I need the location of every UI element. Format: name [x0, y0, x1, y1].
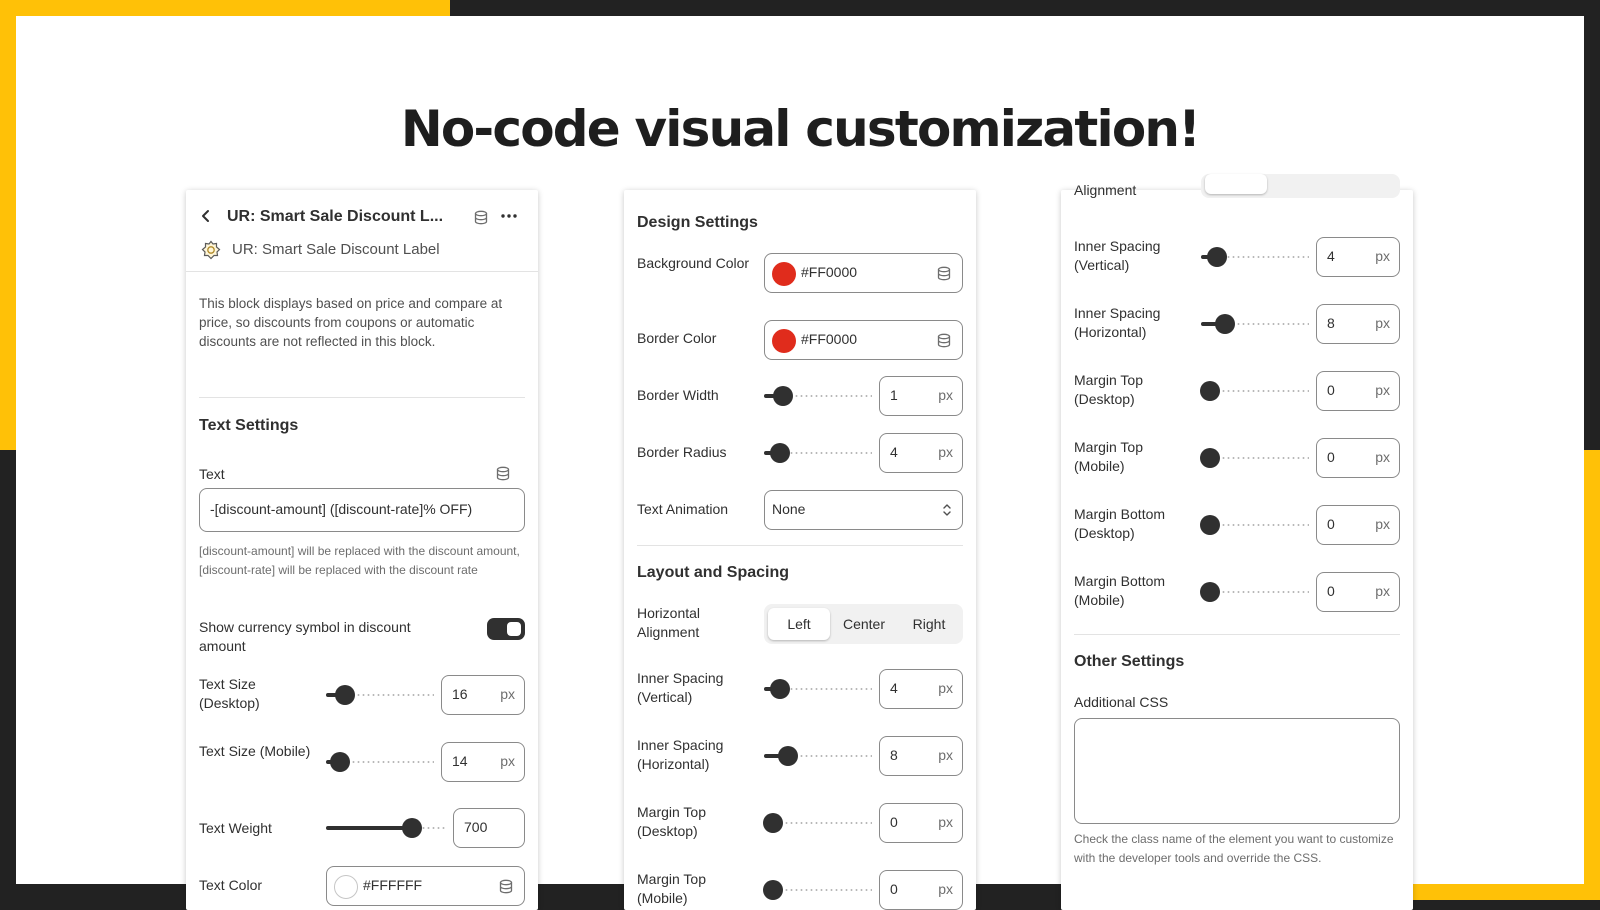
field-value: 0 [1327, 382, 1335, 398]
field-unit: px [938, 680, 953, 696]
text-size-desktop-label: Text Size (Desktop) [199, 676, 260, 711]
text-size-mobile-label: Text Size (Mobile) [199, 743, 311, 759]
margin-top-desktop-label: Margin Top (Desktop) [637, 804, 707, 839]
inner-spacing-vertical-label: Inner Spacing (Vertical) [1074, 238, 1161, 273]
field-value: 1 [890, 387, 898, 403]
field-unit: px [1375, 516, 1390, 532]
dynamic-source-icon[interactable] [496, 466, 510, 481]
border-color-input[interactable] [764, 320, 963, 360]
section-heading-layout-spacing: Layout and Spacing [637, 564, 790, 581]
margin-top-desktop-slider[interactable] [764, 813, 872, 833]
border-radius-input[interactable] [879, 433, 963, 473]
field-unit: px [938, 881, 953, 897]
slider-thumb[interactable] [770, 679, 790, 699]
app-block-icon [201, 240, 221, 263]
additional-css-help: Check the class name of the element you want to customize with the developer tools and override the CSS. [1074, 832, 1394, 865]
field-unit: px [500, 753, 515, 769]
divider [637, 545, 963, 546]
slider-thumb[interactable] [1200, 448, 1220, 468]
margin-top-mobile-input[interactable] [1316, 438, 1400, 478]
text-color-label: Text Color [199, 877, 263, 893]
field-value: 4 [890, 444, 898, 460]
dynamic-source-icon[interactable] [474, 210, 488, 225]
border-width-label: Border Width [637, 387, 719, 403]
slider-thumb[interactable] [763, 880, 783, 900]
text-help: [discount-amount] will be replaced with the discount amount, [discount-rate] will be replaced with the discount rate [199, 544, 520, 577]
inner-spacing-vertical-slider[interactable] [764, 679, 872, 699]
field-unit: px [938, 444, 953, 460]
text-weight-slider[interactable] [326, 818, 446, 838]
field-unit: px [1375, 315, 1390, 331]
more-options-icon[interactable] [500, 209, 518, 226]
slider-thumb[interactable] [773, 386, 793, 406]
inner-spacing-vertical-input[interactable] [879, 669, 963, 709]
inner-spacing-horizontal-label: Inner Spacing (Horizontal) [1074, 305, 1161, 340]
text-weight-input[interactable] [453, 808, 525, 848]
toggle-knob [507, 622, 521, 636]
section-heading-other-settings: Other Settings [1074, 653, 1185, 670]
field-unit: px [1375, 382, 1390, 398]
margin-top-desktop-input[interactable] [879, 803, 963, 843]
spacing-settings-panel [1061, 182, 1413, 910]
text-color-input[interactable] [326, 866, 525, 906]
field-value: 8 [890, 747, 898, 763]
dynamic-source-icon[interactable] [499, 879, 513, 894]
text-animation-label: Text Animation [637, 501, 729, 517]
clipped-segment-selected[interactable] [1205, 174, 1267, 194]
align-center-option[interactable]: Center [842, 616, 886, 632]
field-value: 0 [1327, 583, 1335, 599]
field-value: 0 [1327, 449, 1335, 465]
background-color-label: Background Color [637, 255, 750, 271]
field-unit: px [1375, 583, 1390, 599]
border-radius-slider[interactable] [764, 443, 872, 463]
slider-thumb[interactable] [763, 813, 783, 833]
field-value: 8 [1327, 315, 1335, 331]
slide-canvas [16, 16, 1584, 906]
field-value: 14 [452, 753, 468, 769]
slider-thumb[interactable] [778, 746, 798, 766]
color-swatch[interactable] [772, 262, 796, 286]
horizontal-alignment-segmented [764, 604, 963, 644]
color-swatch[interactable] [334, 875, 358, 899]
text-weight-label: Text Weight [199, 820, 272, 836]
margin-bottom-mobile-label: Margin Bottom (Mobile) [1074, 573, 1166, 608]
field-unit: px [1375, 449, 1390, 465]
slider-thumb[interactable] [770, 443, 790, 463]
field-value: #FF0000 [801, 331, 858, 347]
text-animation-select[interactable] [764, 490, 963, 530]
divider [1074, 634, 1400, 635]
additional-css-label: Additional CSS [1074, 694, 1169, 710]
align-left-option[interactable]: Left [768, 608, 830, 640]
block-title: UR: Smart Sale Discount L... [227, 208, 444, 225]
text-size-desktop-slider[interactable] [326, 685, 434, 705]
border-radius-label: Border Radius [637, 444, 727, 460]
block-settings-panel [186, 190, 538, 910]
margin-top-mobile-label: Margin Top (Mobile) [1074, 439, 1144, 474]
additional-css-textarea[interactable] [1074, 718, 1400, 824]
clipped-segmented-control [1201, 174, 1400, 198]
margin-top-mobile-slider[interactable] [1201, 448, 1309, 468]
margin-top-mobile-label: Margin Top (Mobile) [637, 871, 707, 906]
align-right-option[interactable]: Right [912, 616, 946, 632]
text-size-desktop-input[interactable] [441, 675, 525, 715]
background-color-input[interactable] [764, 253, 963, 293]
slider-thumb[interactable] [1200, 381, 1220, 401]
field-unit: px [1375, 248, 1390, 264]
clipped-alignment-label: Alignment [1074, 182, 1137, 198]
dynamic-source-icon[interactable] [937, 333, 951, 348]
text-size-mobile-input[interactable] [441, 742, 525, 782]
field-value: 16 [452, 686, 468, 702]
field-value: 700 [464, 819, 488, 835]
margin-bottom-mobile-input[interactable] [1316, 572, 1400, 612]
margin-bottom-desktop-input[interactable] [1316, 505, 1400, 545]
inner-spacing-horizontal-input[interactable] [879, 736, 963, 776]
text-input-value: -[discount-amount] ([discount-rate]% OFF) [210, 501, 473, 517]
field-value: #FFFFFF [363, 877, 423, 893]
text-size-mobile-slider[interactable] [326, 752, 434, 772]
border-width-slider[interactable] [764, 386, 872, 406]
field-value: 0 [1327, 516, 1335, 532]
design-settings-panel [624, 190, 976, 910]
field-unit: px [938, 814, 953, 830]
back-icon[interactable] [200, 209, 212, 226]
slider-thumb[interactable] [330, 752, 350, 772]
slider-thumb[interactable] [335, 685, 355, 705]
inner-spacing-vertical-label: Inner Spacing (Vertical) [637, 670, 724, 705]
inner-spacing-horizontal-label: Inner Spacing (Horizontal) [637, 737, 724, 772]
inner-spacing-horizontal-input[interactable] [1316, 304, 1400, 344]
field-unit: px [938, 387, 953, 403]
section-heading-text-settings: Text Settings [199, 417, 299, 434]
field-unit: px [938, 747, 953, 763]
dynamic-source-icon[interactable] [937, 266, 951, 281]
currency-symbol-toggle[interactable] [487, 618, 525, 640]
field-value: 0 [890, 881, 898, 897]
slider-thumb[interactable] [1200, 515, 1220, 535]
inner-spacing-vertical-slider[interactable] [1201, 247, 1309, 267]
margin-top-mobile-slider[interactable] [764, 880, 872, 900]
select-chevron-icon [942, 502, 952, 521]
slider-thumb[interactable] [1215, 314, 1235, 334]
currency-symbol-label: Show currency symbol in discount amount [199, 619, 411, 654]
select-value: None [772, 501, 806, 517]
slider-thumb[interactable] [1207, 247, 1227, 267]
color-swatch[interactable] [772, 329, 796, 353]
divider [186, 271, 538, 272]
margin-bottom-mobile-slider[interactable] [1201, 582, 1309, 602]
field-value: 0 [890, 814, 898, 830]
slider-thumb[interactable] [402, 818, 422, 838]
margin-top-desktop-slider[interactable] [1201, 381, 1309, 401]
margin-top-desktop-input[interactable] [1316, 371, 1400, 411]
slider-thumb[interactable] [1200, 582, 1220, 602]
inner-spacing-horizontal-slider[interactable] [1201, 314, 1309, 334]
horizontal-alignment-label: Horizontal Alignment [637, 605, 701, 640]
border-width-input[interactable] [879, 376, 963, 416]
headline: No-code visual customization! [400, 100, 1200, 158]
margin-top-mobile-input[interactable] [879, 870, 963, 910]
block-description: This block displays based on price and compare at price, so discounts from coupons or automatic discounts are not reflected in this block. [199, 296, 503, 349]
margin-bottom-desktop-slider[interactable] [1201, 515, 1309, 535]
inner-spacing-horizontal-slider[interactable] [764, 746, 872, 766]
border-color-label: Border Color [637, 330, 717, 346]
text-field-label: Text [199, 466, 225, 482]
field-value: 4 [890, 680, 898, 696]
field-value: 4 [1327, 248, 1335, 264]
margin-top-desktop-label: Margin Top (Desktop) [1074, 372, 1144, 407]
divider [199, 397, 525, 398]
block-subtitle: UR: Smart Sale Discount Label [232, 241, 440, 258]
margin-bottom-desktop-label: Margin Bottom (Desktop) [1074, 506, 1166, 541]
section-heading-design-settings: Design Settings [637, 214, 758, 231]
text-input[interactable] [199, 488, 525, 532]
field-unit: px [500, 686, 515, 702]
field-value: #FF0000 [801, 264, 858, 280]
inner-spacing-vertical-input[interactable] [1316, 237, 1400, 277]
